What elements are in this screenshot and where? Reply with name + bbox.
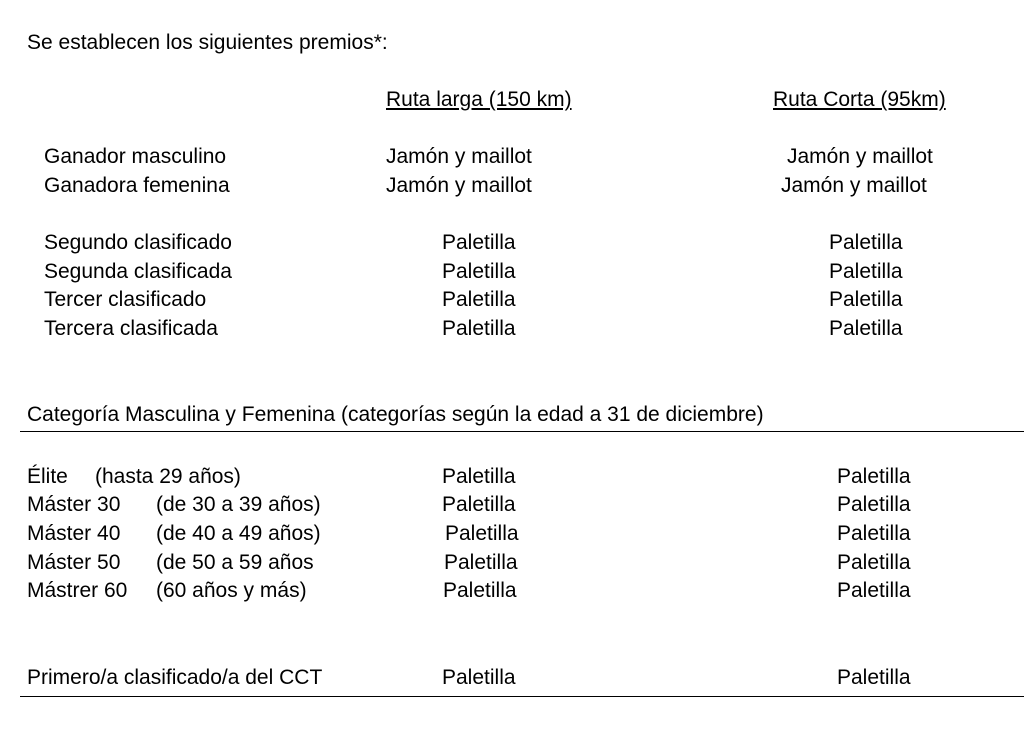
category-name: Máster 40 (27, 522, 121, 545)
row-label: Segunda clasificada (44, 260, 232, 283)
column-header-short-route: Ruta Corta (95km) (773, 88, 946, 111)
category-range: (hasta 29 años) (95, 465, 241, 488)
prize-long: Jamón y maillot (386, 174, 532, 197)
prize-short: Paletilla (829, 260, 903, 283)
row-label: Ganador masculino (44, 145, 227, 168)
bottom-divider-line (20, 696, 1024, 697)
prize-long: Paletilla (442, 317, 516, 340)
prize-long: Paletilla (442, 465, 516, 488)
prize-short: Paletilla (837, 551, 911, 574)
prize-long: Paletilla (442, 288, 516, 311)
row-label: Tercera clasificada (44, 317, 218, 340)
row-label: Ganadora femenina (44, 174, 230, 197)
category-name: Máster 30 (27, 493, 121, 516)
prize-long: Paletilla (443, 579, 517, 602)
prize-long: Paletilla (442, 260, 516, 283)
category-range: (de 40 a 49 años) (156, 522, 321, 545)
row-label: Segundo clasificado (44, 231, 232, 254)
prize-short: Paletilla (829, 317, 903, 340)
divider-line (20, 431, 1024, 432)
prize-short: Paletilla (837, 493, 911, 516)
prize-short: Jamón y maillot (781, 174, 927, 197)
category-range: (de 50 a 59 años (156, 551, 314, 574)
prize-long: Paletilla (442, 231, 516, 254)
prize-short: Paletilla (837, 579, 911, 602)
prize-short: Paletilla (829, 231, 903, 254)
prize-long: Paletilla (444, 551, 518, 574)
cct-label: Primero/a clasificado/a del CCT (27, 666, 323, 689)
category-name: Mástrer 60 (27, 579, 128, 602)
prize-short: Jamón y maillot (787, 145, 933, 168)
prize-short: Paletilla (837, 666, 911, 689)
category-name: Élite (27, 465, 68, 488)
prize-long: Paletilla (445, 522, 519, 545)
category-range: (60 años y más) (156, 579, 307, 602)
prize-long: Paletilla (442, 666, 516, 689)
category-heading: Categoría Masculina y Femenina (categorías según la edad a 31 de diciembre) (27, 403, 764, 426)
column-header-long-route: Ruta larga (150 km) (386, 88, 572, 111)
prize-long: Jamón y maillot (386, 145, 532, 168)
intro-text: Se establecen los siguientes premios*: (27, 31, 388, 54)
prize-short: Paletilla (837, 465, 911, 488)
prize-short: Paletilla (829, 288, 903, 311)
prize-long: Paletilla (442, 493, 516, 516)
category-name: Máster 50 (27, 551, 121, 574)
row-label: Tercer clasificado (44, 288, 207, 311)
prize-short: Paletilla (837, 522, 911, 545)
category-range: (de 30 a 39 años) (156, 493, 321, 516)
